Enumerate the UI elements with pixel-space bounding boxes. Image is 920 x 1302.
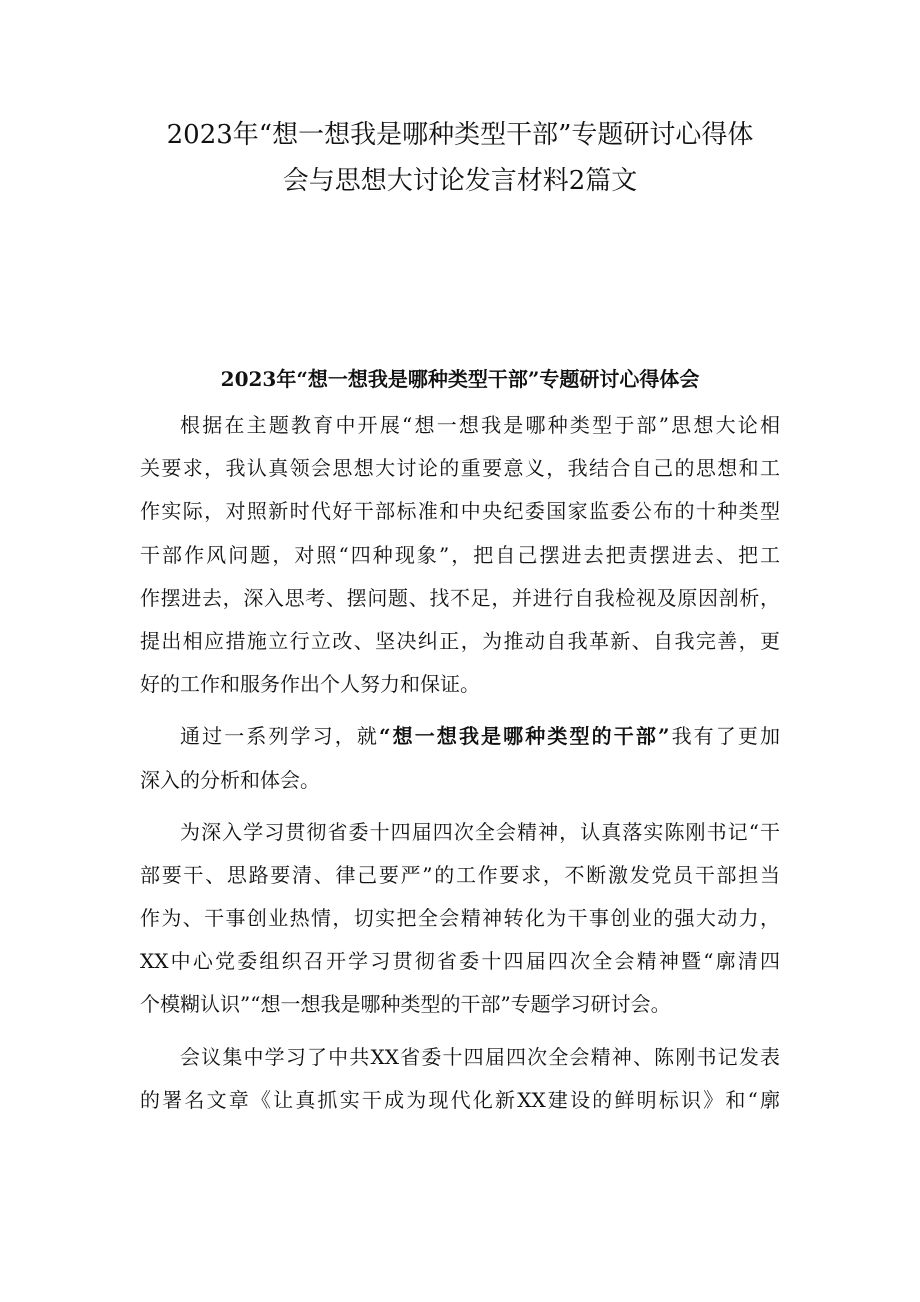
paragraph-line: 好的工作和服务作出个人努力和保证。 bbox=[140, 672, 480, 697]
paragraph-4 bbox=[140, 1036, 780, 1122]
paragraph-line: XX中心党委组织召开学习贯彻省委十四届四次全会精神暨“廓清四 bbox=[140, 949, 780, 974]
paragraph-2 bbox=[140, 715, 780, 801]
paragraph-line: 为深入学习贯彻省委十四届四次全会精神，认真落实陈刚书记“干 bbox=[180, 819, 780, 844]
paragraph-spacer bbox=[140, 1027, 780, 1036]
paragraph-line: 根据在主题教育中开展“想一想我是哪种类型于部”思想大论相 bbox=[180, 413, 780, 437]
paragraph-1 bbox=[140, 404, 780, 706]
paragraph-spacer bbox=[140, 802, 780, 811]
paragraph-line: 提出相应措施立行立改、坚决纠正，为推动自我革新、自我完善，更 bbox=[140, 628, 780, 653]
paragraph-line: 个模糊认识”“想一想我是哪种类型的干部”专题学习研讨会。 bbox=[140, 992, 671, 1017]
emphasis-text: “想一想我是哪种类型的干部” bbox=[379, 724, 670, 749]
paragraph-spacer bbox=[140, 706, 780, 715]
paragraph-line: 作为、干事创业热情，切实把全会精神转化为干事创业的强大动力， bbox=[140, 906, 780, 931]
paragraph-line: 作摆进去，深入思考、摆问题、找不足，并进行自我检视及原因剖析， bbox=[140, 585, 780, 610]
paragraph-3 bbox=[140, 811, 780, 1027]
document-title bbox=[100, 112, 820, 204]
document-title-line-2: 会与思想大讨论发言材料2篇文 bbox=[282, 166, 638, 196]
paragraph-text: 通过一系列学习，就 bbox=[180, 724, 379, 749]
paragraph-line: 深入的分析和体会。 bbox=[140, 767, 320, 792]
paragraph-line: 的署名文章《让真抓实干成为现代化新XX建设的鲜明标识》和“廓 bbox=[140, 1087, 780, 1112]
paragraph-line: 干部作风问题，对照“四种现象”，把自己摆进去把责摆进去、把工 bbox=[140, 542, 780, 567]
section-heading: 2023年“想一想我是哪种类型干部”专题研讨心得体会 bbox=[220, 367, 700, 391]
paragraph-line: 会议集中学习了中共XX省委十四届四次全会精神、陈刚书记发表 bbox=[180, 1044, 780, 1069]
document-title-line-1: 2023年“想一想我是哪种类型干部”专题研讨心得体 bbox=[166, 120, 754, 150]
paragraph-line: 关要求，我认真领会思想大讨论的重要意义，我结合自己的思想和工 bbox=[140, 456, 780, 481]
paragraph-line: 作实际，对照新时代好干部标准和中央纪委国家监委公布的十种类型 bbox=[140, 499, 780, 524]
paragraph-line bbox=[140, 715, 780, 758]
document-body bbox=[140, 404, 780, 1122]
paragraph-text: 我有了更加 bbox=[669, 724, 781, 749]
paragraph-line: 部要干、思路要清、律己要严”的工作要求，不断激发党员干部担当 bbox=[140, 862, 780, 887]
